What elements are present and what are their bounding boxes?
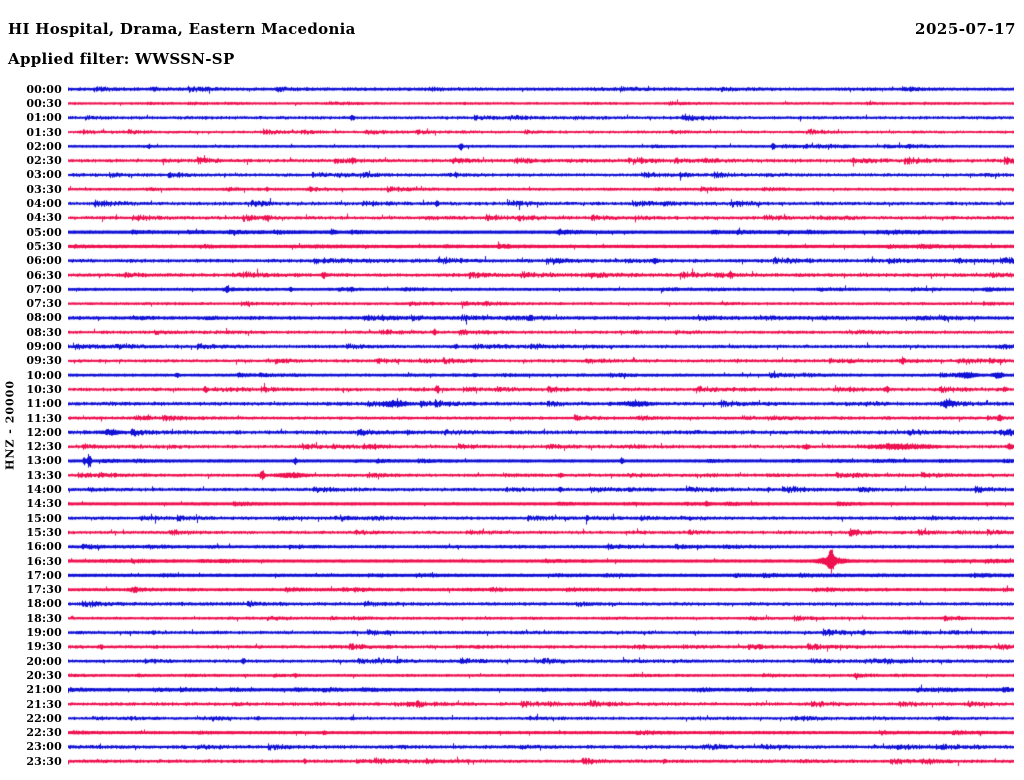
time-label: 09:00 bbox=[26, 340, 62, 354]
time-label: 19:30 bbox=[26, 640, 62, 654]
time-label: 04:00 bbox=[26, 197, 62, 211]
time-label: 07:00 bbox=[26, 282, 62, 296]
time-label: 14:00 bbox=[26, 483, 62, 497]
time-label: 02:00 bbox=[26, 139, 62, 153]
time-label: 20:00 bbox=[26, 654, 62, 668]
time-label: 15:00 bbox=[26, 511, 62, 525]
time-label: 14:30 bbox=[26, 497, 62, 511]
filter-label: Applied filter: WWSSN-SP bbox=[8, 50, 235, 68]
time-label: 22:30 bbox=[26, 726, 62, 740]
time-label: 00:30 bbox=[26, 96, 62, 110]
time-label: 06:30 bbox=[26, 268, 62, 282]
time-label: 02:30 bbox=[26, 154, 62, 168]
time-label: 08:30 bbox=[26, 325, 62, 339]
time-label: 12:00 bbox=[26, 425, 62, 439]
time-label: 23:30 bbox=[26, 754, 62, 768]
time-label: 00:00 bbox=[26, 82, 62, 96]
time-label: 03:30 bbox=[26, 182, 62, 196]
time-label: 20:30 bbox=[26, 668, 62, 682]
time-label: 08:00 bbox=[26, 311, 62, 325]
time-label: 01:00 bbox=[26, 111, 62, 125]
time-label: 21:00 bbox=[26, 683, 62, 697]
time-label: 16:00 bbox=[26, 540, 62, 554]
time-label: 13:30 bbox=[26, 468, 62, 482]
time-label: 15:30 bbox=[26, 525, 62, 539]
time-label: 07:30 bbox=[26, 297, 62, 311]
time-label: 17:00 bbox=[26, 568, 62, 582]
time-label: 18:00 bbox=[26, 597, 62, 611]
time-label: 23:00 bbox=[26, 740, 62, 754]
seismogram-traces bbox=[68, 82, 1014, 778]
date-label: 2025-07-17 bbox=[915, 20, 1016, 38]
channel-gain-label: HNZ - 20000 bbox=[3, 380, 17, 470]
time-label: 11:00 bbox=[26, 397, 62, 411]
time-label: 10:00 bbox=[26, 368, 62, 382]
time-label: 10:30 bbox=[26, 382, 62, 396]
time-label: 03:00 bbox=[26, 168, 62, 182]
time-label: 05:30 bbox=[26, 239, 62, 253]
time-label: 12:30 bbox=[26, 440, 62, 454]
time-label: 18:30 bbox=[26, 611, 62, 625]
time-label: 22:00 bbox=[26, 711, 62, 725]
time-label: 21:30 bbox=[26, 697, 62, 711]
time-label: 04:30 bbox=[26, 211, 62, 225]
time-label: 05:00 bbox=[26, 225, 62, 239]
time-label: 01:30 bbox=[26, 125, 62, 139]
time-label: 11:30 bbox=[26, 411, 62, 425]
time-label: 13:00 bbox=[26, 454, 62, 468]
time-label: 16:30 bbox=[26, 554, 62, 568]
time-label: 17:30 bbox=[26, 583, 62, 597]
time-label: 06:00 bbox=[26, 254, 62, 268]
station-title: HI Hospital, Drama, Eastern Macedonia bbox=[8, 20, 356, 38]
time-label: 09:30 bbox=[26, 354, 62, 368]
time-label: 19:00 bbox=[26, 626, 62, 640]
